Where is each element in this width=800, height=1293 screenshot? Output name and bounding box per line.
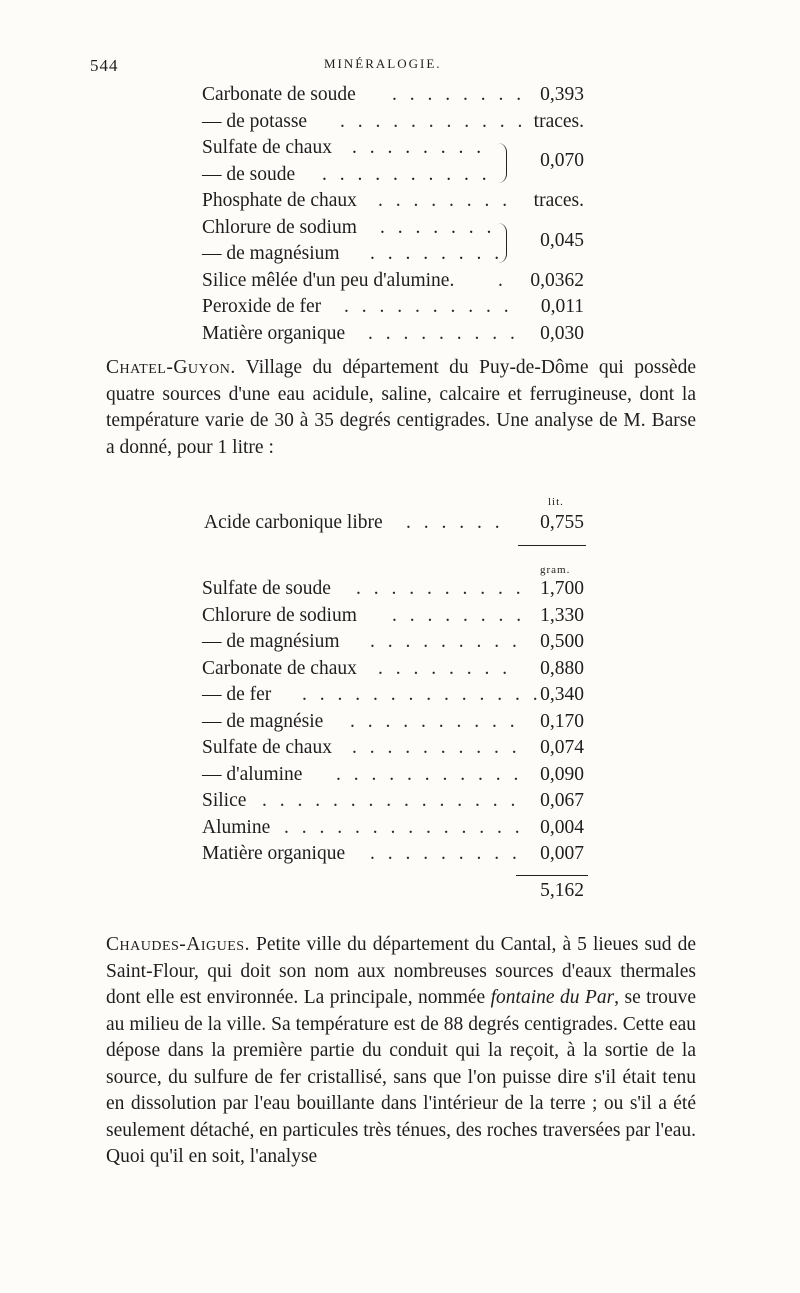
row-value: traces. xyxy=(533,110,584,132)
leader-dots: . . . . . . . . . xyxy=(368,322,519,344)
row-label: Sulfate de soude xyxy=(202,578,331,599)
table-row-group xyxy=(202,217,584,270)
row-value: 0,007 xyxy=(540,843,584,864)
leader-dots: . . . . . . . . xyxy=(378,657,512,679)
row-value: 0,880 xyxy=(540,657,584,679)
row-label: Carbonate de soude xyxy=(202,84,356,105)
row-value: traces. xyxy=(533,190,584,211)
divider-rule xyxy=(518,545,586,546)
leader-dots: . . . . . . . . . . xyxy=(350,710,519,732)
analysis-table-continued xyxy=(202,84,584,349)
analysis-table-chatel-guyon xyxy=(202,578,584,870)
row-value: 0,011 xyxy=(540,296,584,317)
leader-dots: . . . . . . . . xyxy=(392,604,526,626)
leader-dots: . xyxy=(498,269,507,291)
table-row xyxy=(202,711,584,738)
leader-dots: . . . . . . . . . . xyxy=(344,296,513,317)
row-value: 1,700 xyxy=(540,578,584,599)
row-label: Silice xyxy=(202,790,247,811)
table-row-group xyxy=(202,137,584,190)
table-row xyxy=(204,512,584,539)
leader-dots: . . . . . . . . . . . . . . . xyxy=(262,790,520,811)
leader-dots: . . . . . . . . xyxy=(378,190,512,211)
leader-dots: . . . . . . . . . . . xyxy=(340,110,527,132)
row-label: Sulfate de chaux xyxy=(202,137,332,158)
total-value: 5,162 xyxy=(540,880,584,901)
table-row xyxy=(202,270,584,297)
table-row xyxy=(202,790,584,817)
leader-dots: . . . . . . . . . . xyxy=(352,737,521,758)
leader-dots: . . . . . . . . . . xyxy=(356,578,525,599)
acid-row xyxy=(204,512,584,539)
leader-dots: . . . . . . . . . . . . . . xyxy=(284,816,524,838)
row-label: — de fer xyxy=(202,684,272,705)
page-header xyxy=(80,56,700,80)
leader-dots: . . . . . . . . . . . . . . xyxy=(302,684,542,705)
paragraph-text: , se trouve au milieu de la ville. Sa température est de 88 degrés centigrades. Cette eau dépose dans la première partie du conduit qui la reçoit, à la sortie de la source, du sulfure de fer cristallisé, sans que l'on puisse dire s'il était tenu en dissolution par l'eau bouillante dans l'intérieur de la terre ; ou s'il a été seulement détaché, en particules très ténues, des roches traversées par l'eau. Quoi qu'il en soit, l'analyse xyxy=(106,987,696,1167)
row-value: 0,030 xyxy=(540,322,584,344)
running-title: MINÉRALOGIE. xyxy=(324,56,442,71)
leader-dots: . . . . . . . . . xyxy=(370,631,521,652)
row-label: Chlorure de sodium xyxy=(202,604,357,626)
row-value: 0,067 xyxy=(540,790,584,811)
table-row xyxy=(202,605,584,632)
brace xyxy=(498,223,507,263)
row-label: Sulfate de chaux xyxy=(202,737,332,758)
row-label: — de magnésie xyxy=(202,710,324,732)
table-row xyxy=(202,764,584,791)
table-row xyxy=(202,843,584,870)
row-label: — de soude xyxy=(202,163,296,185)
row-label: Carbonate de chaux xyxy=(202,657,357,679)
table-row xyxy=(202,296,584,323)
row-label: — d'alumine xyxy=(202,763,303,785)
unit-label: lit. xyxy=(548,496,564,508)
paragraph-chatel-guyon xyxy=(106,355,696,461)
row-value: 0,090 xyxy=(540,763,584,785)
row-label: — de potasse xyxy=(202,110,308,132)
row-value: 0,340 xyxy=(540,684,584,705)
total-rule xyxy=(516,875,588,876)
table-row xyxy=(202,323,584,350)
total-row xyxy=(202,880,584,907)
table-row xyxy=(202,631,584,658)
row-label: Silice mêlée d'un peu d'alumine. xyxy=(202,269,455,291)
leader-dots: . . . . . . . . . . xyxy=(322,163,491,185)
row-label: Alumine xyxy=(202,816,271,838)
italic-name: fontaine du Par xyxy=(490,987,615,1008)
leader-dots: . . . . . . . . . . . xyxy=(336,763,523,785)
row-value: 0,004 xyxy=(540,816,584,838)
table-row xyxy=(202,84,584,111)
unit-label: gram. xyxy=(540,564,571,576)
row-label: — de magnésium xyxy=(202,243,340,264)
row-label: Matière organique xyxy=(202,843,346,864)
row-value: 0,045 xyxy=(540,229,584,251)
leader-dots: . . . . . . xyxy=(406,512,504,533)
row-value: 0,500 xyxy=(540,631,584,652)
row-label: Phosphate de chaux xyxy=(202,190,357,211)
table-row xyxy=(202,111,584,138)
row-value: 0,074 xyxy=(540,737,584,758)
row-label: Peroxide de fer xyxy=(202,296,322,317)
brace xyxy=(498,143,507,183)
row-value: 0,0362 xyxy=(530,269,584,291)
leader-dots: . . . . . . . . xyxy=(370,243,504,264)
entry-heading: Chaudes-Aigues. xyxy=(106,934,250,955)
paragraph-text: Village du département du Puy-de-Dôme qui possède quatre sources d'une eau acidule, saline, calcaire et ferrugineuse, dont la température varie de 30 à 35 degrés centigrades. Une analyse de M. Barse a donné, pour 1 litre : xyxy=(106,357,696,458)
row-value: 0,755 xyxy=(540,512,584,533)
table-row xyxy=(202,817,584,844)
table-row xyxy=(202,880,584,907)
paragraph-text: Petite ville du département du Cantal, à 5 lieues sud de Saint-Flour, qui doit son nom aux nombreuses sources d'eaux thermales dont elle est environnée. La principale, nommée xyxy=(106,934,696,1008)
table-row xyxy=(202,737,584,764)
leader-dots: . . . . . . . . . xyxy=(370,843,521,864)
row-value: 0,070 xyxy=(540,150,584,171)
row-label: — de magnésium xyxy=(202,631,340,652)
entry-heading: Chatel-Guyon. xyxy=(106,357,236,378)
paragraph-chaudes-aigues xyxy=(106,932,696,1171)
leader-dots: . . . . . . . . xyxy=(392,84,526,105)
row-value: 1,330 xyxy=(540,604,584,626)
row-label: Acide carbonique libre xyxy=(204,512,383,533)
row-value: 0,170 xyxy=(540,710,584,732)
table-row xyxy=(202,190,584,217)
page-number: 544 xyxy=(90,56,119,75)
row-label: Chlorure de sodium xyxy=(202,216,357,238)
row-value: 0,393 xyxy=(540,84,584,105)
row-label: Matière organique xyxy=(202,322,346,344)
leader-dots: . . . . . . . xyxy=(380,216,496,238)
table-row xyxy=(202,578,584,605)
leader-dots: . . . . . . . . xyxy=(352,137,486,158)
table-row xyxy=(202,658,584,685)
table-row xyxy=(202,684,584,711)
